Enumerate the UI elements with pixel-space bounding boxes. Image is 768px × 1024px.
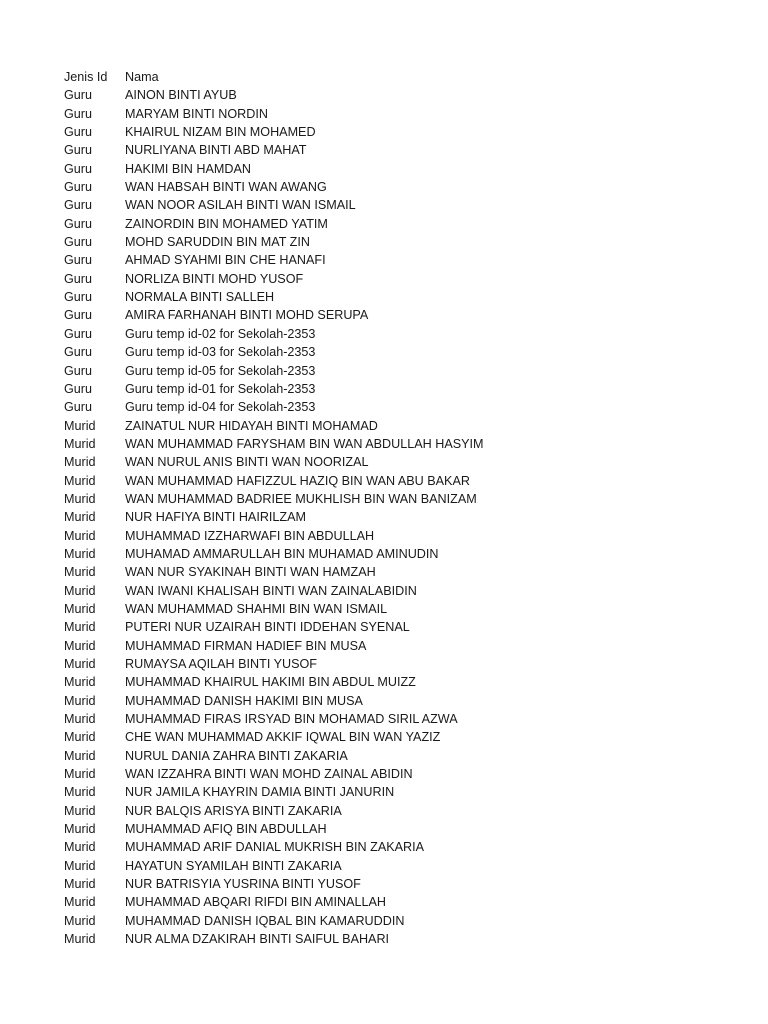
nama-cell: MUHAMMAD DANISH IQBAL BIN KAMARUDDIN [125,913,405,928]
jenis-id-cell: Guru [64,180,92,195]
nama-cell: MOHD SARUDDIN BIN MAT ZIN [125,235,310,250]
nama-cell: HAYATUN SYAMILAH BINTI ZAKARIA [125,858,342,873]
jenis-id-cell: Guru [64,106,92,121]
jenis-id-cell: Murid [64,748,96,763]
nama-cell: NUR ALMA DZAKIRAH BINTI SAIFUL BAHARI [125,932,390,947]
nama-cell: NUR BATRISYIA YUSRINA BINTI YUSOF [125,877,361,892]
nama-cell: MUHAMAD AMMARULLAH BIN MUHAMAD AMINUDIN [125,546,439,561]
jenis-id-cell: Guru [64,363,92,378]
jenis-id-cell: Guru [64,88,92,103]
nama-cell: MUHAMMAD ABQARI RIFDI BIN AMINALLAH [125,895,387,910]
nama-cell: NURUL DANIA ZAHRA BINTI ZAKARIA [125,748,348,763]
nama-cell: Guru temp id-04 for Sekolah-2353 [125,400,316,415]
jenis-id-cell: Murid [64,657,96,671]
jenis-id-cell: Murid [64,565,96,580]
nama-cell: WAN MUHAMMAD FARYSHAM BIN WAN ABDULLAH HASYIM [125,436,484,451]
jenis-id-cell: Murid [64,528,96,543]
nama-cell: NUR JAMILA KHAYRIN DAMIA BINTI JANURIN [125,785,395,800]
jenis-id-cell: Murid [64,638,96,653]
jenis-id-cell: Guru [64,345,92,360]
jenis-id-cell: Murid [64,803,96,818]
jenis-id-cell: Murid [64,858,96,873]
jenis-id-cell: Murid [64,932,96,947]
jenis-id-cell: Murid [64,675,96,690]
jenis-id-cell: Murid [64,491,96,506]
nama-cell: WAN NURUL ANIS BINTI WAN NOORIZAL [125,455,369,470]
nama-cell: Guru temp id-01 for Sekolah-2353 [125,381,316,396]
jenis-id-cell: Murid [64,510,96,525]
jenis-id-cell: Murid [64,913,96,928]
jenis-id-cell: Guru [64,326,92,341]
nama-cell: NUR HAFIYA BINTI HAIRILZAM [125,510,306,525]
jenis-id-cell: Murid [64,436,96,451]
jenis-id-cell: Murid [64,877,96,892]
nama-cell: Guru temp id-02 for Sekolah-2353 [125,326,316,341]
nama-cell: HAKIMI BIN HAMDAN [125,161,251,176]
nama-cell: WAN MUHAMMAD HAFIZZUL HAZIQ BIN WAN ABU BAKAR [125,473,470,488]
nama-cell: CHE WAN MUHAMMAD AKKIF IQWAL BIN WAN YAZIZ [125,730,441,745]
jenis-id-cell: Murid [64,546,96,561]
jenis-id-cell: Guru [64,125,92,140]
header-jenis-id: Jenis Id [64,70,108,84]
nama-cell: NORMALA BINTI SALLEH [125,290,275,305]
nama-cell: KHAIRUL NIZAM BIN MOHAMED [125,125,316,140]
nama-cell: WAN NOOR ASILAH BINTI WAN ISMAIL [125,198,356,213]
nama-cell: AMIRA FARHANAH BINTI MOHD SERUPA [125,308,369,323]
jenis-id-cell: Guru [64,308,92,323]
jenis-id-cell: Murid [64,583,96,598]
nama-cell: WAN IZZAHRA BINTI WAN MOHD ZAINAL ABIDIN [125,767,413,782]
jenis-id-cell: Guru [64,381,92,396]
nama-cell: AHMAD SYAHMI BIN CHE HANAFI [125,253,326,268]
jenis-id-cell: Murid [64,712,96,727]
nama-cell: NURLIYANA BINTI ABD MAHAT [125,143,307,158]
jenis-id-cell: Murid [64,767,96,782]
jenis-id-cell: Guru [64,400,92,415]
nama-cell: WAN NUR SYAKINAH BINTI WAN HAMZAH [125,565,376,580]
jenis-id-cell: Murid [64,601,96,616]
nama-cell: ZAINATUL NUR HIDAYAH BINTI MOHAMAD [125,418,378,433]
nama-cell: MUHAMMAD KHAIRUL HAKIMI BIN ABDUL MUIZZ [125,675,416,690]
nama-cell: MUHAMMAD DANISH HAKIMI BIN MUSA [125,693,363,708]
nama-cell: WAN HABSAH BINTI WAN AWANG [125,180,327,195]
nama-cell: NUR BALQIS ARISYA BINTI ZAKARIA [125,803,342,818]
jenis-id-cell: Guru [64,290,92,305]
jenis-id-cell: Guru [64,235,92,250]
jenis-id-cell: Murid [64,418,96,433]
nama-cell: MUHAMMAD IZZHARWAFI BIN ABDULLAH [125,528,375,543]
jenis-id-cell: Guru [64,143,92,158]
jenis-id-cell: Murid [64,473,96,488]
nama-cell: PUTERI NUR UZAIRAH BINTI IDDEHAN SYENAL [125,620,410,635]
nama-cell: WAN MUHAMMAD BADRIEE MUKHLISH BIN WAN BANIZAM [125,491,477,506]
jenis-id-cell: Guru [64,271,92,286]
nama-cell: MARYAM BINTI NORDIN [125,106,268,121]
header-nama: Nama [125,70,159,84]
nama-cell: Guru temp id-03 for Sekolah-2353 [125,345,316,360]
jenis-id-cell: Murid [64,822,96,837]
jenis-id-cell: Murid [64,620,96,635]
jenis-id-cell: Guru [64,253,92,268]
jenis-id-cell: Murid [64,840,96,855]
jenis-id-cell: Murid [64,730,96,745]
jenis-id-cell: Murid [64,693,96,708]
jenis-id-cell: Guru [64,161,92,176]
nama-cell: MUHAMMAD FIRAS IRSYAD BIN MOHAMAD SIRIL AZWA [125,712,458,727]
nama-cell: NORLIZA BINTI MOHD YUSOF [125,271,304,286]
nama-cell: MUHAMMAD FIRMAN HADIEF BIN MUSA [125,638,367,653]
jenis-id-cell: Murid [64,895,96,910]
nama-cell: MUHAMMAD ARIF DANIAL MUKRISH BIN ZAKARIA [125,840,425,855]
nama-cell: Guru temp id-05 for Sekolah-2353 [125,363,316,378]
jenis-id-cell: Murid [64,455,96,470]
nama-cell: WAN MUHAMMAD SHAHMI BIN WAN ISMAIL [125,601,388,616]
nama-cell: WAN IWANI KHALISAH BINTI WAN ZAINALABIDIN [125,583,417,598]
nama-cell: RUMAYSA AQILAH BINTI YUSOF [125,657,317,671]
nama-cell: MUHAMMAD AFIQ BIN ABDULLAH [125,822,327,837]
nama-cell: AINON BINTI AYUB [125,88,237,103]
jenis-id-cell: Guru [64,198,92,213]
nama-cell: ZAINORDIN BIN MOHAMED YATIM [125,216,328,231]
jenis-id-cell: Murid [64,785,96,800]
jenis-id-cell: Guru [64,216,92,231]
